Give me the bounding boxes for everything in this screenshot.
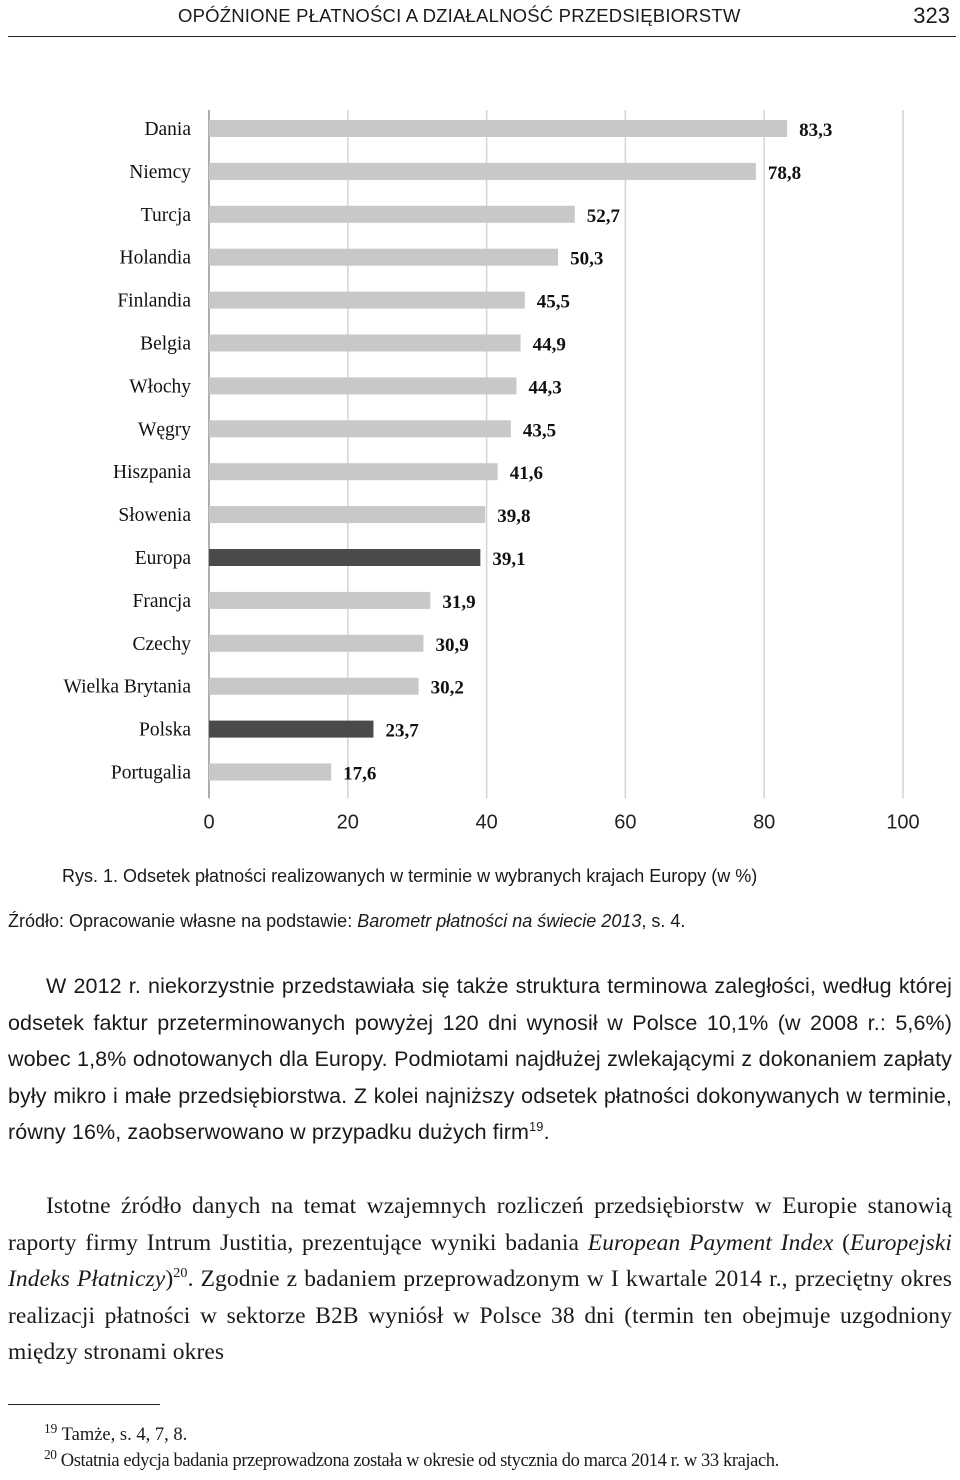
value-label: 44,9	[532, 334, 566, 356]
category-label: Czechy	[132, 633, 191, 655]
category-label: Turcja	[140, 204, 191, 226]
bar-dania	[209, 120, 787, 137]
x-tick-label: 60	[614, 811, 637, 830]
paragraph-2-a: Istotne źródło danych na temat wzajemnych rozliczeń przedsiębiorstw w Europie stanowią raporty firmy Intrum Justitia, prezentujące wyniki badania	[8, 1193, 952, 1256]
value-label: 30,9	[435, 634, 469, 656]
bar-węgry	[209, 420, 511, 437]
value-label: 52,7	[586, 205, 620, 227]
source-title: Barometr płatności na świecie 2013	[357, 911, 642, 931]
bar-polska	[209, 721, 373, 738]
footnote-ref-20[interactable]: 20	[173, 1265, 188, 1282]
paragraph-1	[8, 968, 952, 1151]
bar-finlandia	[209, 292, 525, 309]
value-label: 50,3	[570, 248, 604, 270]
bar-niemcy	[209, 163, 756, 180]
bar-wielka-brytania	[209, 678, 419, 695]
footnote-20	[44, 1446, 779, 1472]
paragraph-1-end: .	[543, 1120, 550, 1145]
category-label: Europa	[134, 548, 191, 569]
category-label: Wielka Brytania	[63, 676, 191, 698]
footnote-19	[44, 1420, 188, 1446]
footnote-number: 20	[44, 1446, 57, 1462]
footnote-text: Tamże, s. 4, 7, 8.	[61, 1425, 188, 1445]
footnote-ref-19[interactable]: 19	[529, 1119, 544, 1135]
category-label: Finlandia	[117, 290, 191, 312]
footnote-number: 19	[44, 1420, 58, 1436]
bar-słowenia	[209, 506, 485, 523]
value-label: 44,3	[528, 377, 562, 399]
bar-holandia	[209, 249, 558, 266]
bar-włochy	[209, 377, 516, 394]
bar-turcja	[209, 206, 575, 223]
category-label: Francja	[132, 590, 191, 612]
category-label: Belgia	[140, 333, 191, 355]
x-tick-label: 100	[886, 811, 920, 830]
figure-source	[8, 911, 948, 932]
value-label: 30,2	[430, 677, 464, 699]
source-prefix: Źródło: Opracowanie własne na podstawie:	[8, 911, 358, 931]
bar-portugalia	[209, 764, 331, 781]
value-label: 41,6	[509, 463, 543, 485]
value-label: 39,1	[492, 549, 526, 570]
bar-chart	[0, 90, 960, 830]
source-suffix: , s. 4.	[641, 911, 686, 931]
category-label: Niemcy	[129, 161, 191, 183]
value-label: 78,8	[767, 162, 802, 184]
category-label: Polska	[138, 719, 191, 741]
value-label: 43,5	[522, 420, 557, 442]
value-label: 83,3	[799, 120, 833, 141]
running-title: OPÓŹNIONE PŁATNOŚCI A DZIAŁALNOŚĆ PRZEDSIĘBIORSTW	[178, 5, 741, 26]
category-label: Dania	[144, 119, 191, 140]
footnote-rule	[8, 1404, 160, 1405]
x-tick-label: 80	[753, 811, 776, 830]
bar-czechy	[209, 635, 423, 652]
paragraph-2-italic-1: European Payment Index	[587, 1229, 834, 1256]
figure-caption: Rys. 1. Odsetek płatności realizowanych w terminie w wybranych krajach Europy (w %)	[62, 866, 758, 886]
paragraph-1-text: W 2012 r. niekorzystnie przedstawiała się także struktura terminowa zaległości, według której odsetek faktur przeterminowanych powyżej 120 dni wynosił w Polsce 10,1% (w 2008 r.: 5,6%) wobec 1,8% odnotowanych dla Europy. Podmiotami najdłużej zwlekającymi z dokonaniem zapłaty były mikro i małe przedsiębiorstwa. Z kolei najniższy odsetek płatności dokonywanych w terminie, równy 16%, zaobserwowano w przypadku dużych firm	[8, 974, 952, 1145]
bar-francja	[209, 592, 430, 609]
paragraph-2-d: . Zgodnie z badaniem przeprowadzonym w I kwartale 2014 r., przeciętny okres realizacji płatności w sektorze B2B wyniósł w Polsce 38 dni (termin ten obejmuje uzgodniony między stronami okres	[8, 1266, 952, 1366]
page-header	[8, 0, 956, 37]
x-tick-label: 20	[336, 811, 359, 830]
value-label: 31,9	[442, 591, 476, 613]
bar-europa	[209, 549, 480, 566]
category-label: Portugalia	[110, 762, 191, 784]
bar-belgia	[209, 335, 521, 352]
bar-hiszpania	[209, 463, 498, 480]
value-label: 45,5	[536, 291, 571, 313]
value-label: 39,8	[497, 506, 531, 528]
paragraph-2-b: (	[833, 1229, 851, 1256]
x-tick-label: 0	[203, 811, 215, 830]
category-label: Holandia	[119, 247, 191, 269]
x-tick-label: 40	[475, 811, 498, 830]
category-label: Węgry	[137, 419, 191, 441]
category-label: Hiszpania	[113, 462, 191, 484]
paragraph-2-c: )	[165, 1266, 174, 1293]
category-label: Włochy	[129, 376, 191, 398]
value-label: 17,6	[343, 763, 377, 785]
footnote-text: Ostatnia edycja badania przeprowadzona została w okresie od stycznia do marca 2014 r. w 33 krajach.	[60, 1451, 779, 1471]
paragraph-2	[8, 1188, 952, 1371]
page-number: 323	[913, 3, 950, 28]
value-label: 23,7	[385, 720, 419, 742]
category-label: Słowenia	[118, 505, 191, 527]
paragraph-2-italic-2: Europejski Indeks Płatniczy	[8, 1229, 952, 1293]
